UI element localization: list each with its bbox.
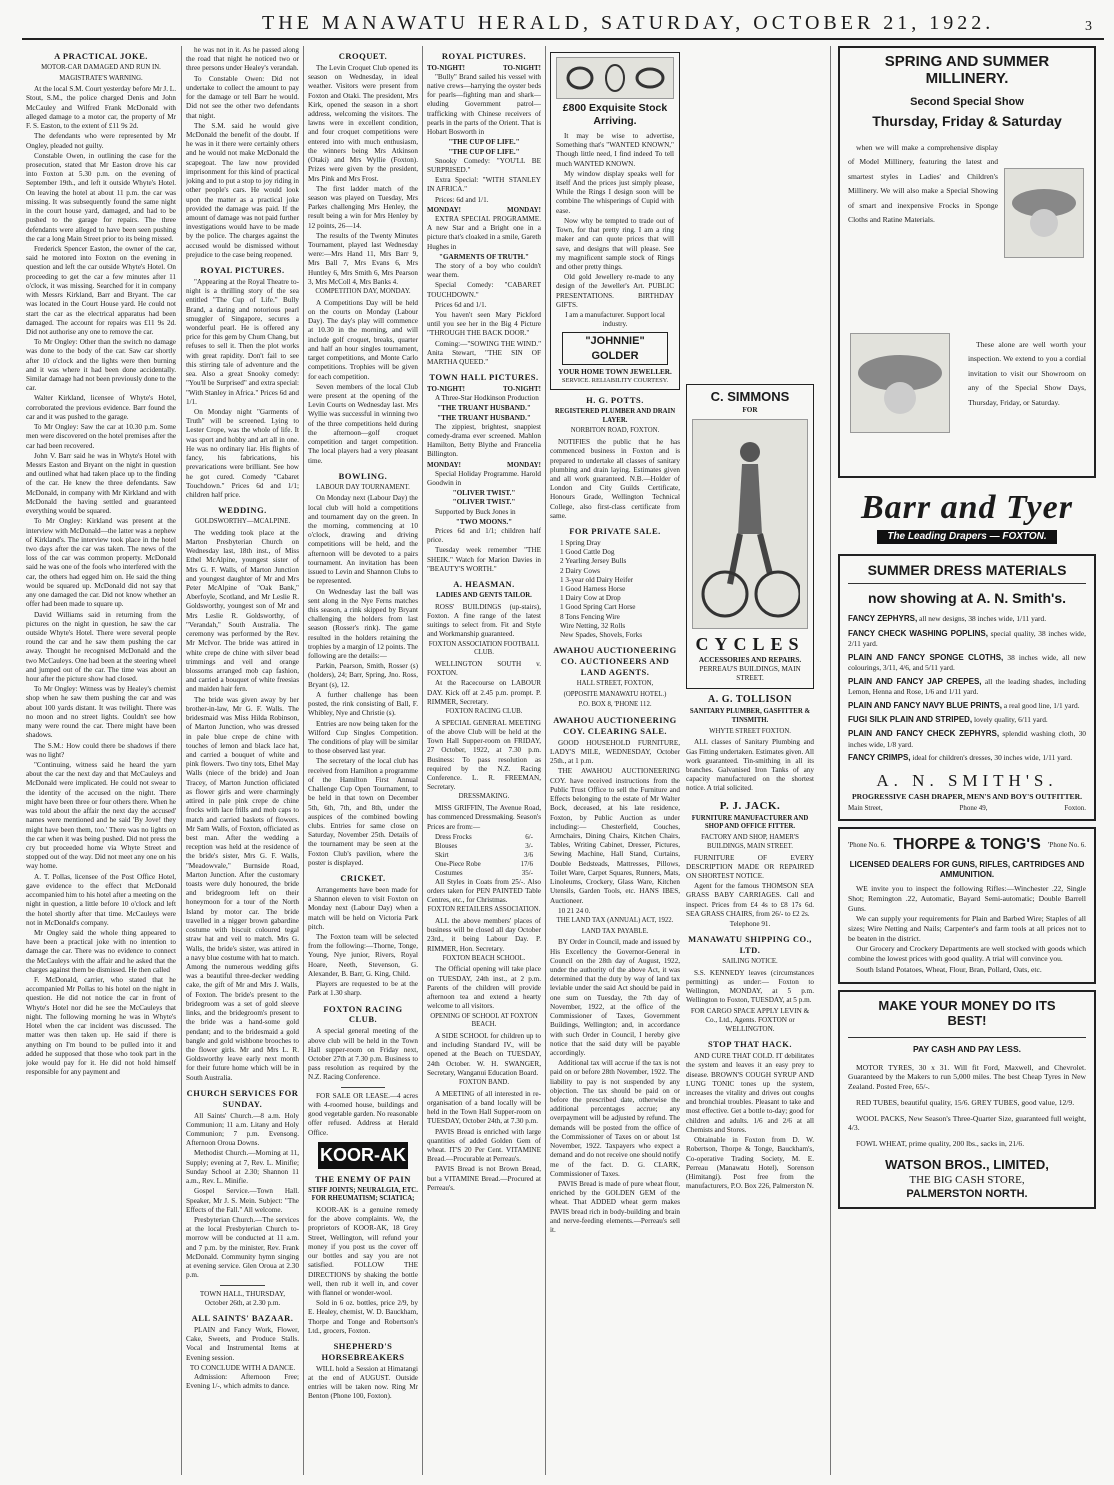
paragraph: Players are requested to be at the Park at 1.30 sharp. (308, 980, 418, 998)
sale-item: Wire Netting, 32 Rolls (560, 621, 626, 630)
paragraph: Methodist Church.—Morning at 11, Supply; evening at 7, Rev. L. Minifie; Sunday School at 2.30; Shannon 11 a.m., Rev. L. Minifie. (186, 1149, 299, 1186)
paragraph: To Mr Ongley: Other than the switch no damage was done to the body of the car. Saw car shortly after 10 o'clock and the lights were then burning and it was where it had been done accidentally. Similar damage had not been previously done to the car. (26, 338, 176, 393)
paragraph: THE AWAHOU AUCTIONEERING COY. have received instructions from the Public Trust Office to sell the Furniture and Effects belonging to the estate of Mr Walter Bock, deceased, at his late residence, Foxton, by Public Auction as under including:— Chesterfield, Couches, Armchairs, Dining Chairs, Kitchen Chairs, Tables, Writing Cabinet, Dresser, Pictures, Sewing Machine, Hall Stand, Curtains, Double Bedsteads, Mattresses, Pillows, Toilet Ware, Carpet Squares, Runners, Mats, Linoleums, Crockery, Glass Ware, Kitchen Utensils, Garden Tools, etc. HANS IBES, Auctioneer. (550, 767, 680, 905)
business-address: P.O. BOX 8, 'PHONE 112. (578, 701, 652, 709)
bazaar-venue: TOWN HALL, THURSDAY, (199, 1289, 286, 1298)
cycles-heading: CYCLES (695, 633, 805, 654)
paragraph: Our Grocery and Crockery Departments are well stocked with goods which combine the lowest prices with good quality. A trial will convince you. (848, 944, 1086, 964)
business-address: (OPPOSITE MANAWATU HOTEL.) (563, 690, 667, 698)
column-1 (26, 46, 176, 1475)
paragraph: BY Order in Council, made and issued by His Excellency the Governor-General in Council on the 28th day of August, 1922, under the authority of the above Act, it was determined that the duty by way of land tax leviable under the said Act should be paid in one sum on Tuesday, the 7th day of November, 1922, at the office of the Commissioner of Taxes, Government Buildings, Wellington; and, in accordance with such Order in Council, I hereby give notice that the said duty will be payable accordingly. (550, 938, 680, 1057)
paragraph: ALL classes of Sanitary Plumbing and Gas Fitting undertaken. Estimates given. All work guaranteed. Tin-smithing in all its branches. Galvanised Iron Tanks of any capacity manufactured on the shortest notice. A trial solicited. (686, 738, 814, 793)
paragraph: Sold in 6 oz. bottles, price 2/9, by E. Healey, chemist, W. D. Bauckham, Thorpe and Tonge and Robertson's Ltd., grocers, Foxton. (308, 1299, 418, 1335)
notice-heading: LAND TAX PAYABLE. (581, 927, 649, 935)
smith-heading: SUMMER DRESS MATERIALS (848, 562, 1086, 584)
business-subheading: SAILING NOTICE. (722, 958, 778, 966)
smith-item: PLAIN AND FANCY JAP CREPES, all the leading shades, including Lemon, Henna and Rose, 1/6 and 1/11 yard. (848, 676, 1086, 696)
masthead-title: THE MANAWATU HERALD, SATURDAY, OCTOBER 21, 1922. (262, 12, 995, 34)
masthead (22, 14, 1104, 40)
paragraph: he was not in it. As he passed along the road that night he noticed two or three persons under Healey's verandah. (186, 46, 299, 73)
golder-values: SERVICE. RELIABILITY COURTESY. (561, 376, 669, 384)
tonight-label: TO-NIGHT! (503, 385, 541, 394)
paragraph: All Saints' Church.—8 a.m. Holy Communion; 11 a.m. Litany and Holy Communion; 7 p.m. Evensong. Afternoon Oroua Downs. (186, 1111, 299, 1148)
paragraph: The Levin Croquet Club opened its season on Wednesday, in ideal weather. Visitors were present from Foxton and Otaki. The president, Mrs Kirk, opened the season in a short address, welcoming the visitors. The lawns were in excellent condition, and four croquet competitions were entered into with much enthusiasm, the winners being Mrs Atkinson (Otaki) and Mrs Wyllie (Foxton). Prizes were given by the president, Mrs Pink and Mrs Frost. (308, 63, 418, 183)
smith-item: FANCY CHECK WASHING POPLINS, special quality, 38 inches wide, 2/11 yard. (848, 628, 1086, 648)
price-row: Costumes 35/- (435, 868, 533, 877)
paragraph: when we will make a comprehensive display of Model Millinery, featuring the latest and smartest styles in Ladies' and Children's Millinery. We will also make a Special Showing of smart and inexpensive Frocks in Sponge Cloths and Ratine Materials. (848, 142, 998, 225)
sale-item: New Spades, Shovels, Forks (560, 631, 643, 640)
notice-heading: FOXTON RACING CLUB. (445, 707, 523, 715)
paragraph: Parkin, Pearson, Smith, Rosser (s) (holders), 24; Barr, Spring, Jno. Ross, Bryant (s), 12. (308, 662, 418, 689)
smith-item: FANCY CRIMPS, ideal for children's dresses, 30 inches wide, 1/11 yard. (848, 753, 1073, 763)
jewellery-illustration (556, 57, 674, 99)
paragraph: The S.M. said he would give McDonald the benefit of the doubt. If he was in it there were certainly others and he would not make McDonald the scapegoat. The law now provided imprisonment for this kind of practical joking and to put a stop to joy riding in other people's cars. He would look upon the matter as a practical joke provided the damage was paid. If the amount of damage was not paid further investigations would have to be made by the police. The charges against the accused would be dismissed without prejudice to the case being reopened. (186, 121, 299, 259)
paragraph: PAVIS Bread is made of pure wheat flour, enriched by the GOLDEN GEM of the wheat. That ADDED wheat germ makes PAVIS bread rich in body-building and brain and nerve-feeding elements.—Perreau's sell it. (550, 1180, 680, 1235)
price-row: Dress Frocks 6/- (435, 832, 533, 841)
monday-label: MONDAY! (427, 205, 461, 214)
paragraph: These alone are well worth your inspection. We extend to you a cordial invitation to visit our Showroom on any of the Special Show Days, Thursday, Friday, or Saturday. (968, 340, 1086, 407)
notice-heading: FOXTON RETAILERS ASSOCIATION. (427, 906, 541, 914)
film-title: "TWO MOONS." (455, 517, 513, 526)
golder-name: "JOHNNIE" GOLDER (562, 332, 668, 364)
paragraph: Extra Special: "WITH STANLEY IN AFRICA." (427, 176, 541, 194)
paragraph: On Monday night "Garments of Truth" will be screened. Lying to Lester Crope, was the whole of life. It was sport and hobby and art all in one. He was no ordinary liar. His flights of fancy, his fabrications, his prevarications were brilliant. See how he got cured. Comedy "Cabaret Touchdown." Prices 6d and 1/1; children half price. (186, 407, 299, 499)
article-heading: BOWLING. (338, 470, 388, 481)
cyclist-icon (700, 424, 800, 624)
millinery-heading: SPRING AND SUMMER MILLINERY. (884, 53, 1050, 87)
business-subheading: LADIES AND GENTS TAILOR. (436, 591, 532, 599)
paragraph: The secretary of the local club has received from Hamilton a programme of the Hamilton First Annual Challenge Cup Open Tournament, to be held in that town on December 5th, 6th, 7th, and 8th, under the auspices of the combined bowling clubs. Entries for same close on Saturday, November 25th. Details of the tournament may be seen at the Foxton Club's pavilion, where the poster is displayed. (308, 757, 418, 867)
sale-item: 1 3-year old Dairy Heifer (560, 575, 634, 584)
paragraph: To Mr Ongley: Witness was by Healey's chemist shop when he saw them pushing the car and was about 100 yards distant. It was twilight. There was no moon and no street lights. Couldn't see how many were round the car. There might have been shadows. (26, 685, 176, 740)
paragraph: GOOD HOUSEHOLD FURNITURE, LADY'S MILE, WEDNESDAY, October 25th., at 1 p.m. (550, 738, 680, 766)
article-heading: A PRACTICAL JOKE. (54, 51, 148, 61)
smith-address: Main Street, Phone 49, Foxton. (848, 804, 1086, 813)
article-heading: WEDDING. (218, 505, 267, 516)
sale-item: 1 Spring Dray (560, 538, 601, 547)
paragraph: A Competitions Day will be held on the courts on Monday (Labour Day). The day's play will commence at 10.30 in the morning, and will include golf croquet, breaks, quarter and half an hour singles tournament, target competitions, and Monte Carlo competitions. Trophies will be given for each competition. (308, 298, 418, 381)
business-heading: MANAWATU SHIPPING CO., LTD. (688, 934, 812, 956)
monday-label: MONDAY! (507, 460, 541, 469)
column-3 (308, 46, 418, 1475)
tonight-label: TO-NIGHT! (427, 63, 465, 72)
paragraph: Special Comedy: "CABARET TOUCHDOWN." (427, 281, 541, 299)
film-title: "THE CUP OF LIFE." (448, 147, 520, 156)
paragraph: The wedding took place at the Marton Presbyterian Church on Wednesday last, 18th inst., of Miss Ethel McAlpine, youngest sister of Mrs G. F. Walls, of Marton Junction and youngest daughter of Mr and Mrs Peter McAlpine of "Oak Bank," Aberfoyle, Scotland, and Mr Leslie R. Goldsworthy, youngest son of Mr and Mrs Leslie R. Goldsworthy, of "Verandah," South Australia. The ceremony was performed by the Rev. Mr McIvor. The bride was attired in white crepe de chine with silver bead trimmings and veil and orange blossoms arranged mob cap fashion, and carried a bouquet of white freesias and maiden hair fern. (186, 528, 299, 694)
notice-heading: OPENING OF SCHOOL AT FOXTON BEACH. (430, 1012, 538, 1029)
paragraph: The story of a boy who couldn't wear them. (427, 261, 541, 280)
article-subheading: MAGISTRATE'S WARNING. (59, 74, 143, 82)
smith-item: FANCY ZEPHYRS, all new designs, 38 inches wide, 1/11 yard. (848, 614, 1047, 624)
paragraph: Prices 6d and 1/1. (435, 300, 487, 309)
paragraph: Now why be tempted to trade out of Town, for that pretty ring. I am a ring maker and can quote prices that will save, and designs that will please. See my magnificent sample stock of Rings and other pretty things. (556, 216, 674, 271)
paragraph: We can supply your requirements for Plain and Barbed Wire; Staples of all sizes; Wire Netting and Nails; Carpenter's and farm tools at all prices not to be beaten in the district. (848, 914, 1086, 943)
millinery-subheading: Second Special Show (910, 96, 1024, 108)
paragraph: PAVIS Bread is not Brown Bread, but a VITAMINE Bread.—Procured at Perreau's. (427, 1165, 541, 1192)
business-heading: H. G. POTTS. (586, 395, 644, 406)
price-row: Blouses 3/- (435, 841, 533, 850)
business-subheading: REGISTERED PLUMBER AND DRAIN LAYER. (554, 408, 676, 424)
paragraph: WE invite you to inspect the following Rifles:—Winchester .22, Single Shot; Remington .22, Automatic, Bayard Semi-automatic; Double Barrell Guns. (848, 884, 1086, 913)
sale-item: 2 Dairy Cows (560, 566, 600, 575)
paragraph: The Foxton team will be selected from the following:—Thorne, Tonge, Young, Nye junior, Rivers, Royal Hoare, Neeth, Stevenson, G. Alexander, B. Barr, G. King, Child. (308, 933, 418, 978)
bazaar-date: October 26th, at 2.30 p.m. (204, 1298, 281, 1307)
monday-label: MONDAY! (507, 205, 541, 214)
article-subheading: LABOUR DAY TOURNAMENT. (316, 483, 410, 491)
paragraph: "Continuing, witness said he heard the yarn about the car the next day and that McCauleys and McDonald were implicated. He could not swear to the identity of the accused on the night. There might have been three or four others there. When he was told about the affair the next day the accused' names were mentioned and he said 'By Jove! they might have been them, too.' There was no lights on the car when it was being pushed. Did not press the cry but proceeded home via Whyte Street and stopped out of the way. Did not meet any one on his way home. (26, 761, 176, 871)
price-list (427, 833, 541, 878)
watson-store: THE BIG CASH STORE, (909, 1174, 1025, 1187)
paragraph: John V. Barr said he was in Whyte's Hotel with Messrs Easton and Bryant on the night in question and outlined what had taken place up to the finding of the car. He knew the three defendants. Saw McDonald, in company with Mr Kirkland and with McDonald the having settled and guaranteed everything would be squared. (26, 451, 176, 516)
paragraph: FOWL WHEAT, prime quality, 200 lbs., sacks in, 21/6. (856, 1138, 1025, 1148)
sale-item: 1 Good Spring Cart Horse (560, 603, 636, 612)
paragraph: Prices: 6d and 1/1. (435, 195, 489, 204)
paragraph: A special general meeting of the above club will be held in the Town Hall supper-room on Friday next, October 27th at 7.30 p.m. Business to pass resolution as required by the N.Z. Racing Conference. (308, 1027, 418, 1082)
paragraph: On Wednesday last the ball was sent along in the Nye Ferns matches this season, a rink skipped by Bryant challenging the holders from last season (Rosser's rink). The game resulted in the holders retaining the trophies by a margin of 12 points. The following are the details:— (308, 587, 418, 661)
paragraph: David Williams said in returning from the pictures on the night in question, he saw the car outside Whyte's Hotel. There were several people round the car and he saw them pushing the car away. Thought he recognised McDonald and the two McCauleys. One had been at the steering wheel and jumped out of the car. The time was about an hour after the picture show had closed. (26, 610, 176, 684)
paragraph: ALL the above members' places of business will be closed all day October 23rd., it being Labour Day. P. RIMMER, Hon. Secretary. (427, 916, 541, 953)
monday-line (427, 461, 541, 470)
smith-item: PLAIN AND FANCY CHECK ZEPHYRS, splendid washing cloth, 30 inches wide, 1/8 yard. (848, 729, 1086, 749)
sale-item: 8 Tons Fencing Wire (560, 612, 620, 621)
paragraph: At the Racecourse on LABOUR DAY. Kick off at 2.45 p.m. prompt. P. RIMMER, Secretary. (427, 679, 541, 706)
cycles-subheading: ACCESSORIES AND REPAIRS. (698, 655, 802, 664)
business-address: NORBITON ROAD, FOXTON. (570, 427, 660, 435)
column-divider (422, 46, 423, 1475)
paragraph: Arrangements have been made for a Shannon eleven to visit Foxton on Monday next (Labour Day) when a match will be held on Victoria Park pitch. (308, 885, 418, 931)
notice-heading: FOXTON BEACH SCHOOL. (442, 954, 526, 962)
paragraph: On Monday next (Labour Day) the local club will hold a competitions and tournament day on the green. In the morning, commencing at 10 o'clock, drawing and driving competitions will be held, and the afternoon will be devoted to a pairs tournament. An invitation has been issued to Levin and Shannon Clubs to be represented. (308, 494, 418, 586)
paragraph: FOR SALE OR LEASE.—4 acres with 4-roomed house, buildings and good vegetable garden. No reasonable offer refused. Address at Herald Office. (308, 1091, 418, 1137)
paragraph: Gospel Service.—Town Hall. Speaker, Mr J. S. Mein. Subject: "The Effects of the Fall." All welcome. (186, 1187, 299, 1214)
paragraph: Agent for the famous THOMSON SEA GRASS BABY CARRIAGES. Call and inspect. Prices from £4 4s to £8 17s 6d. SEA GRASS CHAIRS, from 26/- to £2 2s. (686, 882, 814, 918)
millinery-advert (838, 46, 1096, 478)
paragraph: Entries are now being taken for the Wilford Cup Singles Competition. The conditions of play will be similar to those observed last year. (308, 719, 418, 756)
thorpe-tong-advert (838, 827, 1096, 983)
rings-icon (560, 60, 670, 96)
paragraph: The Official opening will take place on TUESDAY, 24th inst., at 2 p.m. Parents of the children will provide afternoon tea and extend a hearty welcome to all visitors. (427, 965, 541, 1011)
column-4 (427, 46, 541, 1475)
smith-description: PROGRESSIVE CASH DRAPER, MEN'S AND BOY'S OUTFITTER. (852, 791, 1082, 801)
paragraph: Additional tax will accrue if the tax is not paid on or before 28th November, 1922. The liability to pay is not suspended by any objection. The tax should be paid on or before the prescribed date, otherwise the additional percentages accrue; any overpayment will be adjusted by refund. The demands will be posted from the office of the Commissioner of Taxes on or about 1st November, 1922. Taxpayers who expect a demand and do not receive one should notify me of the fact. D. G. CLARK, Commissioner of Taxes. (550, 1059, 680, 1178)
golder-tagline: YOUR HOME TOWN JEWELLER. (558, 367, 672, 376)
paragraph: "Bully" Brand sailed his vessel with native crews—harrying the oyster beds for pearls—fighting man and shark—eluding Government patrol—trafficking with Chinese receivers of pearls in the parts of the Orient. That is Hobart Bosworth in (427, 72, 541, 137)
article-heading: FOXTON RACING CLUB. (323, 1003, 403, 1025)
paragraph: A SPECIAL GENERAL MEETING of the above Club will be held at the Town Hall Supper-room on FRIDAY, 27 October, 1922, at 7.30 p.m. Business: To pass resolution as required by the N.Z. Racing Conference. L. R. FREEMAN, Secretary. (427, 718, 541, 792)
paragraph: Obtainable in Foxton from D. W. Robertson, Thorpe & Tonge, Bauckham's, Co-operative Trading Society, M. E. Perreau (Manawatu Hotel), Sorenson (Himitangi). Post free from the manufacturers, P.O. Box 226, Palmerston N. (686, 1136, 814, 1191)
paragraph: A. T. Pollas, licensee of the Post Office Hotel, gave evidence to the effect that McDonald accompanied him to his hotel after a meeting on the night in question, a little before 10 o'clock and left the hotel shortly after that time. McCauleys were not in McDonald's company. (26, 872, 176, 927)
paragraph: A further challenge has been posted, the rink consisting of Ball, F. Whibley, Nye and Christie (s). (308, 690, 418, 718)
paragraph: The S.M.: How could there be shadows if there was no light? (26, 741, 176, 759)
article-heading: ROYAL PICTURES. (441, 51, 527, 61)
hat-illustration (850, 333, 950, 433)
business-heading: A. HEASMAN. (453, 579, 515, 590)
watson-town: PALMERSTON NORTH. (906, 1188, 1028, 1201)
barr-tyer-name: Barr and Tyer (861, 489, 1073, 526)
hat-icon (855, 338, 945, 428)
tt-subheading: LICENSED DEALERS FOR GUNS, RIFLES, CARTRIDGES AND AMMUNITION. (849, 859, 1085, 879)
column-divider (303, 46, 304, 1475)
paragraph: It may be wise to advertise, Something that's "WANTED KNOWN," Though little need, I find indeed To tell much WANTED KNOWN. (556, 131, 674, 168)
paragraph: The bride was given away by her brother-in-law, Mr G. F. Walls. The bridesmaid was Miss Hilda Robinson, of Marton Junction, who was dressed in pale blue crepe de chine with touches of lemon and black lace hat, and carried a bouquet of white and pink flowers. Two tiny tots, Ethel May Walls (niece of the bride) and Joan Tracey, of Marton Junction officiated as flower girls and were charmingly attired in pale pink crepe de chine frocks with lace frills and mob caps to match and carried baskets of flowers. Mr Sam Walls, of Foxton, officiated as best man. After the wedding a reception was held at the residence of the bride's sister, Mrs G. F. Walls, "Meadowvale," Burnside Road, Marton Junction. After the customary toasts were duly honoured, the bride and bridegroom left on their honeymoon for a tour of the North Island by motor car. The bride travelled in a nigger brown gabardine costume with biscuit coloured tegal straw hat and veil to match. Mrs G. Walls, the bride's sister, was attired in a navy blue costume with hat to match. Among the numerous wedding gifts was a beautiful three-decker wedding cake, the gift of Mr and Mrs J. Walls, of Foxton. The bride's present to the bridegroom was a set of gold sleeve links, and the bridegroom's present to the bride was a hand-some gold pendant; and to the bridesmaid a gold bangle and gold wishbone brooches to the flower girls. Mr and Mrs L. R. Goldsworthy leave early next month for their future home which will be in South Australia. (186, 695, 299, 1082)
tonight-line (427, 64, 541, 73)
paragraph: S.S. KENNEDY leaves (circumstances permitting) as under:— Foxton to Wellington, MONDAY, at 5 p.m. Wellington to Foxton, TUESDAY, at 5 p.m. (686, 968, 814, 1005)
business-address: HALL STREET, FOXTON, (576, 679, 654, 687)
paragraph: The first ladder match of the season was played on Tuesday, Mrs Parkes challenging Mrs Henley, the result being a win for Mrs Henley by 12 points, 26—14. (308, 184, 418, 230)
paragraph: MOTOR TYRES, 30 x 31. Will fit Ford, Maxwell, and Chevrolet. Guaranteed by the Makers to run 5,000 miles. The best Cheap Tyres in New Zealand. Posted Free, 65/-. (848, 1062, 1086, 1092)
paragraph: PLAIN and Fancy Work, Flower, Cake, Sweets, and Produce Stalls. Vocal and Instrumental Items at Evening session. (186, 1325, 299, 1362)
hat-illustration (1004, 168, 1084, 258)
koorak-subtagline: STIFF JOINTS; NEURALGIA, ETC. FOR RHEUMATISM; SCIATICA; (308, 1186, 418, 1203)
price-row: Skirt 3/6 (435, 850, 533, 859)
paragraph: Coming:—"SOWING THE WIND." Anita Stewart, "THE SIN OF MARTHA QUEED." (427, 339, 541, 367)
paragraph: ROSS' BUILDINGS (up-stairs), Foxton. A fine range of the latest suitings to select from. Fit and Style and Workmanship guaranteed. (427, 602, 541, 639)
film-title: "OLIVER TWIST." (452, 498, 516, 507)
column-7 (838, 46, 1096, 1475)
article-heading: ROYAL PICTURES. (200, 265, 285, 276)
paragraph: South Island Potatoes, Wheat, Flour, Bran, Pollard, Oats, etc. (856, 964, 1042, 974)
monday-label: MONDAY! (427, 460, 461, 469)
article-heading: CHURCH SERVICES FOR SUNDAY. (186, 1087, 299, 1109)
divider (341, 1087, 385, 1088)
paragraph: To Mr Ongley: Kirkland was present at the interview with McDonald—the latter was a nephew of Kirkland's. The interview took place in the hotel two days after the car was taken. The news of the loss of the car was common property. McDonald said he was one of the fools who interfered with the car, the others had egged him on. He said the thing would be squared up. McDonald did not say that any one damaged the car. Did not know whether an offer had been made to square up. (26, 517, 176, 609)
article-heading: TOWN HALL PICTURES. (429, 372, 539, 383)
business-heading: STOP THAT HACK. (707, 1039, 793, 1050)
column-5 (550, 46, 680, 1475)
paragraph: FURNITURE OF EVERY DESCRIPTION MADE OR REPAIRED ON SHORTEST NOTICE. (686, 853, 814, 880)
paragraph: "Appearing at the Royal Theatre to-night is a thrilling story of the sea entitled "The Cup of Life." Bully Brand, a daring and notorious pearl smuggler of Singapore, secures a wonderful pearl. He is offered any price for this gem by Chum Chang, but refuses to sell it. Then the plot works with great rapidity. Don't fail to see this stirring tale of adventure and the sea. Also a great Snooky comedy: "You'll be Surprised" and extra special: "With Stanley in Africa." Prices 6d and 1/1. (186, 277, 299, 406)
watson-advert (838, 990, 1096, 1210)
film-title: "OLIVER TWIST." (452, 489, 516, 498)
article-subheading: MOTOR-CAR DAMAGED AND RUN IN. (41, 63, 161, 71)
paragraph: KOOR-AK is a genuine remedy for the above complaints. We, the proprietors of KOOR-AK, 18 Grey Street, Wellington, will refund your money if you post us the cover off our bottles and say you are not satisfied. FOLLOW THE DIRECTIONS by shaking the bottle well, then rub it well in, and cover with flannel or wonder-wool. (308, 1206, 418, 1297)
paragraph: 10 21 24 0. (558, 906, 591, 915)
business-subheading: SANITARY PLUMBER, GASFITTER & TINSMITH. (689, 708, 811, 725)
paragraph: I am a manufacturer. Support local industry. (565, 311, 665, 329)
paragraph: PAVIS Bread is enriched with large quantities of added Golden Gem of wheat. IT'S 20 Per Cent. VITAMINE Bread.—Procurable at Perreau's. (427, 1127, 541, 1164)
smith-name: A. N. SMITH'S. (876, 770, 1058, 790)
paragraph: A Three-Star Hodkinson Production (435, 394, 539, 403)
paragraph: The results of the Twenty Minutes Tournament, played last Wednesday were:—Mrs Hand 11, Mrs Barr 9, Mrs Ball 7, Mrs Evans 6, Mrs Huntley 6, Mrs Smith 6, Mrs Pearson 3, Mrs McColl 4, Mrs Banks 4. (308, 231, 418, 286)
smith-item: FUGI SILK PLAIN AND STRIPED, lovely quality, 6/11 yard. (848, 714, 1048, 724)
sale-item: 1 Good Harness Horse (560, 585, 626, 594)
koorak-logo: KOOR-AK (318, 1142, 408, 1169)
sale-list (550, 539, 680, 640)
notice-heading: THE LAND TAX (ANNUAL) ACT, 1922. (556, 916, 674, 924)
paragraph: RED TUBES, beautiful quality, 15/6. GREY TUBES, good value, 12/9. (856, 1097, 1075, 1107)
column-divider (830, 46, 831, 1475)
smith-subheading: now showing at A. N. Smith's. (867, 590, 1067, 607)
paragraph: All Styles in Coats from 25/-. Also orders taken for PEN PAINTED Table Centres, etc., for Christmas. (427, 877, 541, 904)
paragraph: Special Holiday Programme. Harold Goodwin in (427, 469, 541, 487)
paragraph: Mr Ongley said the whole thing appeared to have been a practical joke with no intention to damage the car. There was no evidence to connect the McCauleys with the affair and he asked that the charges against them be dismissed. He then called (26, 928, 176, 974)
business-heading: AWAHOU AUCTIONEERING CO. AUCTIONEERS AND LAND AGENTS. (553, 645, 677, 678)
paragraph: My window display speaks well for itself And the prices just simply please, While the Rings I design soon will be combine The whisperings of Cupid with ease. (556, 169, 674, 215)
article-heading: SHEPHERD'S HORSEBREAKERS (321, 1341, 405, 1362)
paragraph: MISS GRIFFIN, The Avenue Road, has commenced Dressmaking. Season's Prices are from:— (427, 804, 541, 831)
watson-heading: MAKE YOUR MONEY DO ITS BEST! (878, 997, 1056, 1029)
paragraph: FOR CARGO SPACE APPLY LEVIN & Co., Ltd., Agents. FOXTON or WELLINGTON. (690, 1006, 810, 1034)
bazaar-dance: TO CONCLUDE WITH A DANCE. (189, 1363, 296, 1372)
koorak-tagline: THE ENEMY OF PAIN (315, 1173, 411, 1184)
column-2 (186, 46, 299, 1475)
business-subheading: FURNITURE MANUFACTURER AND SHOP AND OFFICE FITTER. (691, 814, 809, 831)
paragraph: You haven't seen Mary Pickford until you see her in the Big 4 Picture "THROUGH THE BACK DOOR." (427, 311, 541, 338)
business-address: FACTORY AND SHOP, HAMER'S BUILDINGS, MAIN STREET. (701, 834, 799, 850)
barr-tyer-tagline: The Leading Drapers — FOXTON. (877, 530, 1056, 545)
business-heading: A. G. TOLLISON (708, 693, 792, 705)
article-heading: CRICKET. (340, 873, 386, 884)
sale-item: 2 Yearling Jersey Bulls (560, 557, 627, 566)
film-title: "THE TRUANT HUSBAND." (437, 413, 531, 422)
film-title: "THE TRUANT HUSBAND." (437, 404, 531, 413)
paragraph: EXTRA SPECIAL PROGRAMME. A new Star and a Bright one in a picture that's cloaked in a smile, Gareth Hughes in (427, 214, 541, 251)
business-address: WHYTE STREET FOXTON. (709, 727, 791, 735)
simmons-advert (686, 384, 814, 689)
paragraph: A MEETING of all interested in re-organisation of a band locally will be held in the Town Hall Supper-room on TUESDAY, October 24th, at 7.30 p.m. (427, 1089, 541, 1126)
paragraph: The defendants who were represented by Mr Ongley, pleaded not guilty. (26, 132, 176, 150)
paragraph: Tuesday week remember "THE SHEIK." Watch for Marion Davies in "BEAUTY'S WORTH." (427, 546, 541, 573)
article-subheading: GOLDSWORTHY—MCALPINE. (194, 518, 291, 526)
paragraph: NOTIFIES the public that he has commenced business in Foxton and is prepared to undertake all classes of sanitary plumbing and drain laying. Estimates given and all work guaranteed. N.B.—Holder of London and City Guilds Certificate, Honours Grade, Wellington Technical College, also first-class certificate from same. (550, 438, 680, 520)
paragraph: Old gold Jewellery re-made to any design of the Jeweller's Art. PUBLIC PRESENTATIONS. BIRTHDAY GIFTS. (556, 273, 674, 309)
golder-banner: £800 Exquisite Stock Arriving. (562, 102, 668, 128)
article-subheading: COMPETITION DAY, MONDAY. (315, 288, 411, 296)
paragraph: To Constable Owen: Did not undertake to collect the amount to pay for the damage or tell Barr he would. Did not see the other two defendants that night. (186, 74, 299, 120)
paragraph: Frederick Spencer Easton, the owner of the car, said he motored into Foxton on the evening in question and left the car outside Whyte's Hotel. On proceeding to get the car a few minutes after 11 o'clock, it was missing. Searched for it in company with Messrs Kirkland, Barr and Bryant. The car was located in the Court House yard. He could not start the car as the electrical apparatus had been damaged. The account for repairs was £11 9s 2d. Did not authorise any one to remove the car. (26, 244, 176, 336)
paragraph: F. McDonald, carrier, who stated that he accompanied Mr Pollas to his hotel on the night in question. He did not notice the car in front of Whyte's Hotel nor did he see the McCauleys that night. The following morning he was in Whyte's Hotel when the car incident was discussed. The matter was then taken up. He said if there is anything on I'm bound to be pulled into it and added he supposed that those who took part in the joke would pay for it. He did not hold himself responsible for any payment and (26, 976, 176, 1077)
cyclist-illustration (692, 419, 808, 629)
tonight-label: TO-NIGHT! (427, 385, 465, 394)
bazaar-heading: ALL SAINTS' BAZAAR. (191, 1312, 294, 1323)
golder-advert (550, 52, 680, 390)
paragraph: WOOL PACKS, New Season's Three-Quarter Size, guaranteed full weight, 4/3. (848, 1113, 1086, 1133)
article-heading: CROQUET. (338, 51, 388, 61)
divider (220, 1285, 265, 1286)
watson-subheading: PAY CASH AND PAY LESS. (848, 1037, 1086, 1055)
paragraph: Supported by Buck Jones in (435, 507, 516, 516)
paragraph: AND CURE THAT COLD. IT debilitates the system and leaves it an easy prey to disease. BROWN'S COUGH SYRUP AND LUNG TONIC tones up the system, increases the vitality and drives out coughs and bronchial troubles. Pleasant to take and most effective. Get a bottle to-day; good for children and adults. 1/6 and 2/6 at all Chemists and Stores. (686, 1052, 814, 1134)
simmons-for: FOR (742, 405, 758, 414)
sale-heading: AWAHOU AUCTIONEERING COY. CLEARING SALE. (553, 715, 677, 736)
tt-header: 'Phone No. 6. THORPE & TONG'S 'Phone No. 6. (848, 835, 1086, 855)
notice-heading: DRESSMAKING. (458, 793, 510, 801)
sale-item: 1 Dairy Cow at Drop (560, 594, 621, 603)
paragraph: Prices 6d and 1/1; children half price. (427, 526, 541, 545)
paragraph: WILL hold a Session at Himatangi at the end of AUGUST. Outside entries will be taken now. Ring Mr Benton (Phone 100, Foxton). (308, 1364, 418, 1401)
paragraph: To Mr Ongley: Saw the car at 10.30 p.m. Some men were discovered on the hotel premises after the car had been recovered. (26, 423, 176, 450)
hat-icon (1009, 173, 1079, 253)
paragraph: A SIDE SCHOOL for children up to and including Standard IV., will be opened at the Beach on TUESDAY, 24th October. W. H. SWANGER, Secretary, Wanganui Education Board. (427, 1031, 541, 1077)
smith-item: PLAIN AND FANCY NAVY BLUE PRINTS, a real good line, 1/1 yard. (848, 700, 1080, 710)
notice-heading: FOXTON ASSOCIATION FOOTBALL CLUB. (428, 640, 540, 657)
paragraph: At the local S.M. Court yesterday before Mr J. L. Stout, S.M., the police charged Denis and John McCauley and Wilfred Frank McDonald with alleged damage to a motor car, the property of Mr F. S. Easton, to the extent of £11 9s 2d. (26, 85, 176, 131)
notice-heading: FOXTON BAND. (458, 1078, 510, 1086)
business-heading: P. J. JACK. (719, 799, 781, 812)
sale-item: 1 Good Cattle Dog (560, 548, 615, 557)
cycles-address: PERREAU'S BUILDINGS, MAIN STREET. (699, 665, 801, 683)
smith-item: PLAIN AND FANCY SPONGE CLOTHS, 38 inches wide, all new colourings, 3/11, 4/6, and 5/11 yard. (848, 652, 1087, 672)
column-6 (686, 380, 814, 1475)
paragraph: Seven members of the local Club were present at the opening of the Levin Courts on Wednesday last. Mrs Wyllie was successful in winning two of the three competitions held during the afternoon—golf croquet competition and target competition. The local players had a very pleasant time. (308, 382, 418, 465)
price-row: One-Piece Robe 17/6 (435, 859, 533, 868)
watson-name: WATSON BROS., LIMITED, (885, 1156, 1049, 1172)
column-divider (545, 46, 546, 1475)
millinery-days: Thursday, Friday & Saturday (872, 113, 1062, 130)
paragraph: Constable Owen, in outlining the case for the prosecution, stated that Mr Easton drove his car into Foxton at 5.30 p.m. on the evening of September 19th., and left it outside Whyte's Hotel. On leaving the hotel at about 11 p.m. the car was missing. It was subsequently found the same night in the court house yard, damaged, and had to be pushed to the garage for repairs. The three defendants were alleged to have been seen pushing the car a long Main Street prior to its being missed. (26, 151, 176, 243)
paragraph: Walter Kirkland, licensee of Whyte's Hotel, corroborated the previous evidence. Barr found the car and it was pushed to the garage. (26, 394, 176, 421)
simmons-name: C. SIMMONS (710, 389, 790, 404)
column-divider (181, 46, 182, 1475)
paragraph: Admission: Afternoon Free; Evening 1/-, which admits to dance. (186, 1372, 299, 1391)
paragraph: Presbyterian Church.—The services at the local Presbyterian Church to-morrow will be conducted at 11 a.m. and 7 p.m. by the minister, Rev. Frank McDonald. Community hymn singing at evening service. Glen Oroua at 2.30 p.m. (186, 1216, 299, 1280)
paragraph: Telephone 91. (729, 920, 771, 929)
film-title: "THE CUP OF LIFE." (448, 138, 520, 147)
tt-name: THORPE & TONG'S (893, 836, 1041, 854)
tonight-label: TO-NIGHT! (503, 63, 541, 72)
sale-heading: FOR PRIVATE SALE. (569, 526, 661, 537)
tonight-line (427, 385, 541, 394)
page-number: 3 (1085, 19, 1092, 34)
film-title: "GARMENTS OF TRUTH." (438, 252, 530, 261)
monday-line (427, 206, 541, 215)
smith-advert (838, 554, 1096, 821)
paragraph: Snooky Comedy: "YOU'LL BE SURPRISED." (427, 156, 541, 175)
paragraph: WELLINGTON SOUTH v. FOXTON. (427, 659, 541, 678)
barr-tyer-logo (838, 486, 1096, 544)
paragraph: The zippiest, brightest, snappiest comedy-drama ever screened. Mahlon Hamilton, Betty Blythe and Francelia Billington. (427, 422, 541, 459)
